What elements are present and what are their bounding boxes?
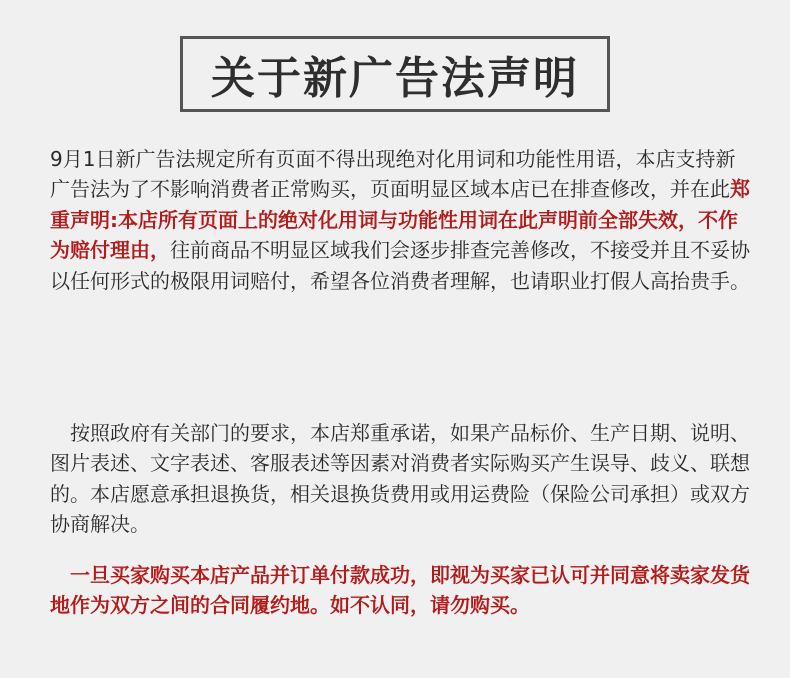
notice-emphasis: 郑重声明:本店所有页面上的绝对化用词与功能性用词在此声明前全部失效，不作为赔付理由， (50, 177, 750, 263)
title-box (180, 36, 610, 112)
contract-emphasis: 一旦买家购买本店产品并订单付款成功，即视为买家已认可并同意将卖家发货地作为双方之间的合同履约地。 (50, 563, 750, 618)
commitment-text: 按照政府有关部门的要求，本店郑重承诺，如果产品标价、生产日期、说明、图片表述、文字表述、客服表述等因素对消费者实际购买产生误导、歧义、联想的。本店愿意承担退换货，相关退换货费用或用运费险（保险公司承担）或双方协商解决。 (50, 421, 750, 537)
contract-tail: 如不认同，请勿购买。 (330, 593, 530, 618)
notice-text-part2: 往前商品不明显区域我们会逐步排查完善修改，不接受并且不妥协以任何形式的极限用词赔付，希望各位消费者理解，也请职业打假人高抬贵手。 (50, 238, 750, 293)
notice-text-part1: 9月1日新广告法规定所有页面不得出现绝对化用词和功能性用语，本店支持新广告法为了不影响消费者正常购买，页面明显区域本店已在排查修改，并在此 (50, 147, 736, 202)
page-title: 关于新广告法声明 (211, 53, 579, 104)
notice-paragraph (50, 144, 750, 296)
contract-paragraph (50, 560, 750, 621)
commitment-paragraph (50, 418, 750, 540)
